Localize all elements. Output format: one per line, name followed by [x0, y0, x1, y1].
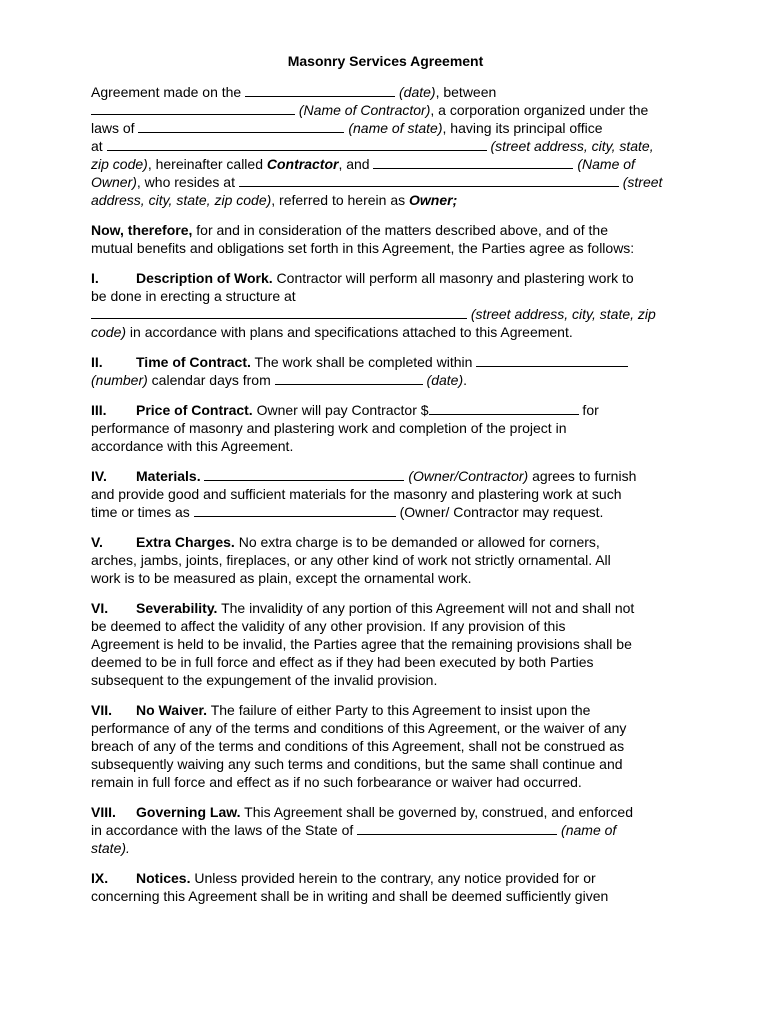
intro-line	[91, 191, 680, 209]
governing-state-blank	[357, 822, 557, 835]
text: in accordance with plans and specifications attached to this Agreement.	[126, 324, 573, 340]
text: The invalidity of any portion of this Agreement will not and shall not	[217, 600, 635, 616]
section-time-of-contract	[91, 353, 680, 389]
intro-paragraph	[91, 83, 680, 209]
start-date-blank	[275, 372, 423, 385]
text: Agreement made on the	[91, 84, 246, 100]
section-number: III.	[91, 402, 107, 418]
section-heading: Notices.	[136, 870, 191, 886]
text: address, city, state, zip code)	[91, 192, 272, 208]
text-line: performance of any of the terms and conditions of this Agreement, or the waiver of any	[91, 720, 627, 736]
text: time or times as	[91, 504, 194, 520]
text-line	[91, 869, 680, 887]
text: Owner;	[409, 192, 458, 208]
section-number: IX.	[91, 870, 109, 886]
text-line	[91, 821, 680, 839]
state-blank	[138, 120, 344, 133]
text: Unless provided herein to the contrary, any notice provided for or	[190, 870, 596, 886]
text: , and	[338, 156, 374, 172]
text: , between	[435, 84, 497, 100]
text: (number)	[91, 372, 148, 388]
price-blank	[429, 402, 579, 415]
text-line	[91, 323, 680, 341]
structure-address-blank	[91, 306, 467, 319]
text-line: be deemed to affect the validity of any other provision. If any provision of this	[91, 618, 566, 634]
text-line	[91, 371, 680, 389]
intro-line	[91, 173, 680, 191]
text: The failure of either Party to this Agreement to insist upon the	[207, 702, 591, 718]
section-number: I.	[91, 270, 99, 286]
section-number: IV.	[91, 468, 107, 484]
intro-line	[91, 119, 680, 137]
text: for	[578, 402, 599, 418]
intro-line	[91, 155, 680, 173]
text-line	[91, 599, 680, 617]
text: , a corporation organized under the	[430, 102, 649, 118]
text: , having its principal office	[442, 120, 603, 136]
section-heading: Description of Work.	[136, 270, 273, 286]
text-line: mutual benefits and obligations set forth in this Agreement, the Parties agree as follows:	[91, 240, 635, 256]
text: for and in consideration of the matters described above, and of the	[192, 222, 608, 238]
text: Owner will pay Contractor $	[252, 402, 429, 418]
intro-line	[91, 83, 680, 101]
text: (name of state)	[344, 120, 443, 136]
text: (name of	[557, 822, 617, 838]
section-description-of-work	[91, 269, 680, 341]
text-line: performance of masonry and plastering work and completion of the project in	[91, 420, 567, 436]
section-number: VII.	[91, 702, 113, 718]
text-line	[91, 503, 680, 521]
text-line	[91, 221, 680, 239]
section-notices	[91, 869, 680, 905]
text-line	[91, 533, 680, 551]
text: laws of	[91, 120, 139, 136]
text: agrees to furnish	[528, 468, 637, 484]
text: zip code)	[91, 156, 148, 172]
text-line	[91, 269, 680, 287]
text-line: subsequent to the expungement of the invalid provision.	[91, 672, 438, 688]
text: (street address, city, state, zip	[467, 306, 656, 322]
materials-party-blank	[204, 468, 404, 481]
text: (Name of	[573, 156, 635, 172]
section-number: VI.	[91, 600, 109, 616]
text-line: arches, jambs, joints, fireplaces, or any other kind of work not strictly ornamental. All	[91, 552, 611, 568]
owner-name-blank	[373, 156, 573, 169]
text-line	[91, 803, 680, 821]
text-line: breach of any of the terms and conditions of this Agreement, shall not be construed as	[91, 738, 625, 754]
text-line: accordance with this Agreement.	[91, 438, 294, 454]
text: (street	[618, 174, 663, 190]
text-line	[91, 701, 680, 719]
text: .	[463, 372, 467, 388]
text-line: deemed to be in full force and effect as if they had been executed by both Parties	[91, 654, 594, 670]
text: (Name of Contractor)	[295, 102, 431, 118]
text: , referred to herein as	[271, 192, 410, 208]
text: (date)	[395, 84, 436, 100]
intro-line	[91, 137, 680, 155]
section-number: V.	[91, 534, 103, 550]
section-heading: Severability.	[136, 600, 218, 616]
text: Owner)	[91, 174, 137, 190]
text: calendar days from	[147, 372, 275, 388]
text-line	[91, 839, 680, 857]
section-price-of-contract	[91, 401, 680, 455]
text: (date)	[422, 372, 464, 388]
text: Contractor will perform all masonry and plastering work to	[272, 270, 634, 286]
intro-line	[91, 101, 680, 119]
text-line: work is to be measured as plain, except the ornamental work.	[91, 570, 472, 586]
text-line	[91, 401, 680, 419]
text-line: subsequently waiving any such terms and conditions, but the same shall continue and	[91, 756, 623, 772]
text: (Owner/Contractor)	[404, 468, 529, 484]
materials-time-blank	[194, 504, 396, 517]
section-heading: Extra Charges.	[136, 534, 235, 550]
text: , hereinafter called	[147, 156, 267, 172]
date-blank	[245, 84, 395, 97]
text: No extra charge is to be demanded or allowed for corners,	[234, 534, 600, 550]
text: at	[91, 138, 107, 154]
section-severability	[91, 599, 680, 689]
text: (street address, city, state,	[486, 138, 654, 154]
text-line: Agreement is held to be invalid, the Parties agree that the remaining provisions shall be	[91, 636, 632, 652]
days-blank	[476, 354, 628, 367]
text: The work shall be completed within	[250, 354, 477, 370]
text: in accordance with the laws of the State of	[91, 822, 358, 838]
section-materials	[91, 467, 680, 521]
section-no-waiver	[91, 701, 680, 791]
text-line	[91, 353, 680, 371]
text: Now, therefore,	[91, 222, 193, 238]
section-heading: Materials.	[136, 468, 201, 484]
text: This Agreement shall be governed by, construed, and enforced	[240, 804, 634, 820]
section-governing-law	[91, 803, 680, 857]
section-extra-charges	[91, 533, 680, 587]
owner-address-blank	[239, 174, 619, 187]
text-line	[91, 467, 680, 485]
contractor-address-blank	[107, 138, 487, 151]
contractor-name-blank	[91, 102, 295, 115]
text: (Owner/ Contractor may request.	[395, 504, 604, 520]
text-line: concerning this Agreement shall be in writing and shall be deemed sufficiently given	[91, 888, 609, 904]
section-number: II.	[91, 354, 103, 370]
section-heading: Time of Contract.	[136, 354, 251, 370]
section-heading: Governing Law.	[136, 804, 241, 820]
text: state).	[91, 840, 130, 856]
text-line: remain in full force and effect as if no such forbearance or waiver had occurred.	[91, 774, 582, 790]
text-line: be done in erecting a structure at	[91, 288, 296, 304]
section-number: VIII.	[91, 804, 116, 820]
document-title: Masonry Services Agreement	[287, 53, 484, 69]
text: , who resides at	[136, 174, 239, 190]
text: Contractor	[266, 156, 339, 172]
section-heading: No Waiver.	[136, 702, 208, 718]
text-line: and provide good and sufficient materials for the masonry and plastering work at such	[91, 486, 622, 502]
text: code)	[91, 324, 127, 340]
section-heading: Price of Contract.	[136, 402, 253, 418]
text-line	[91, 305, 680, 323]
recital-paragraph	[91, 221, 680, 257]
